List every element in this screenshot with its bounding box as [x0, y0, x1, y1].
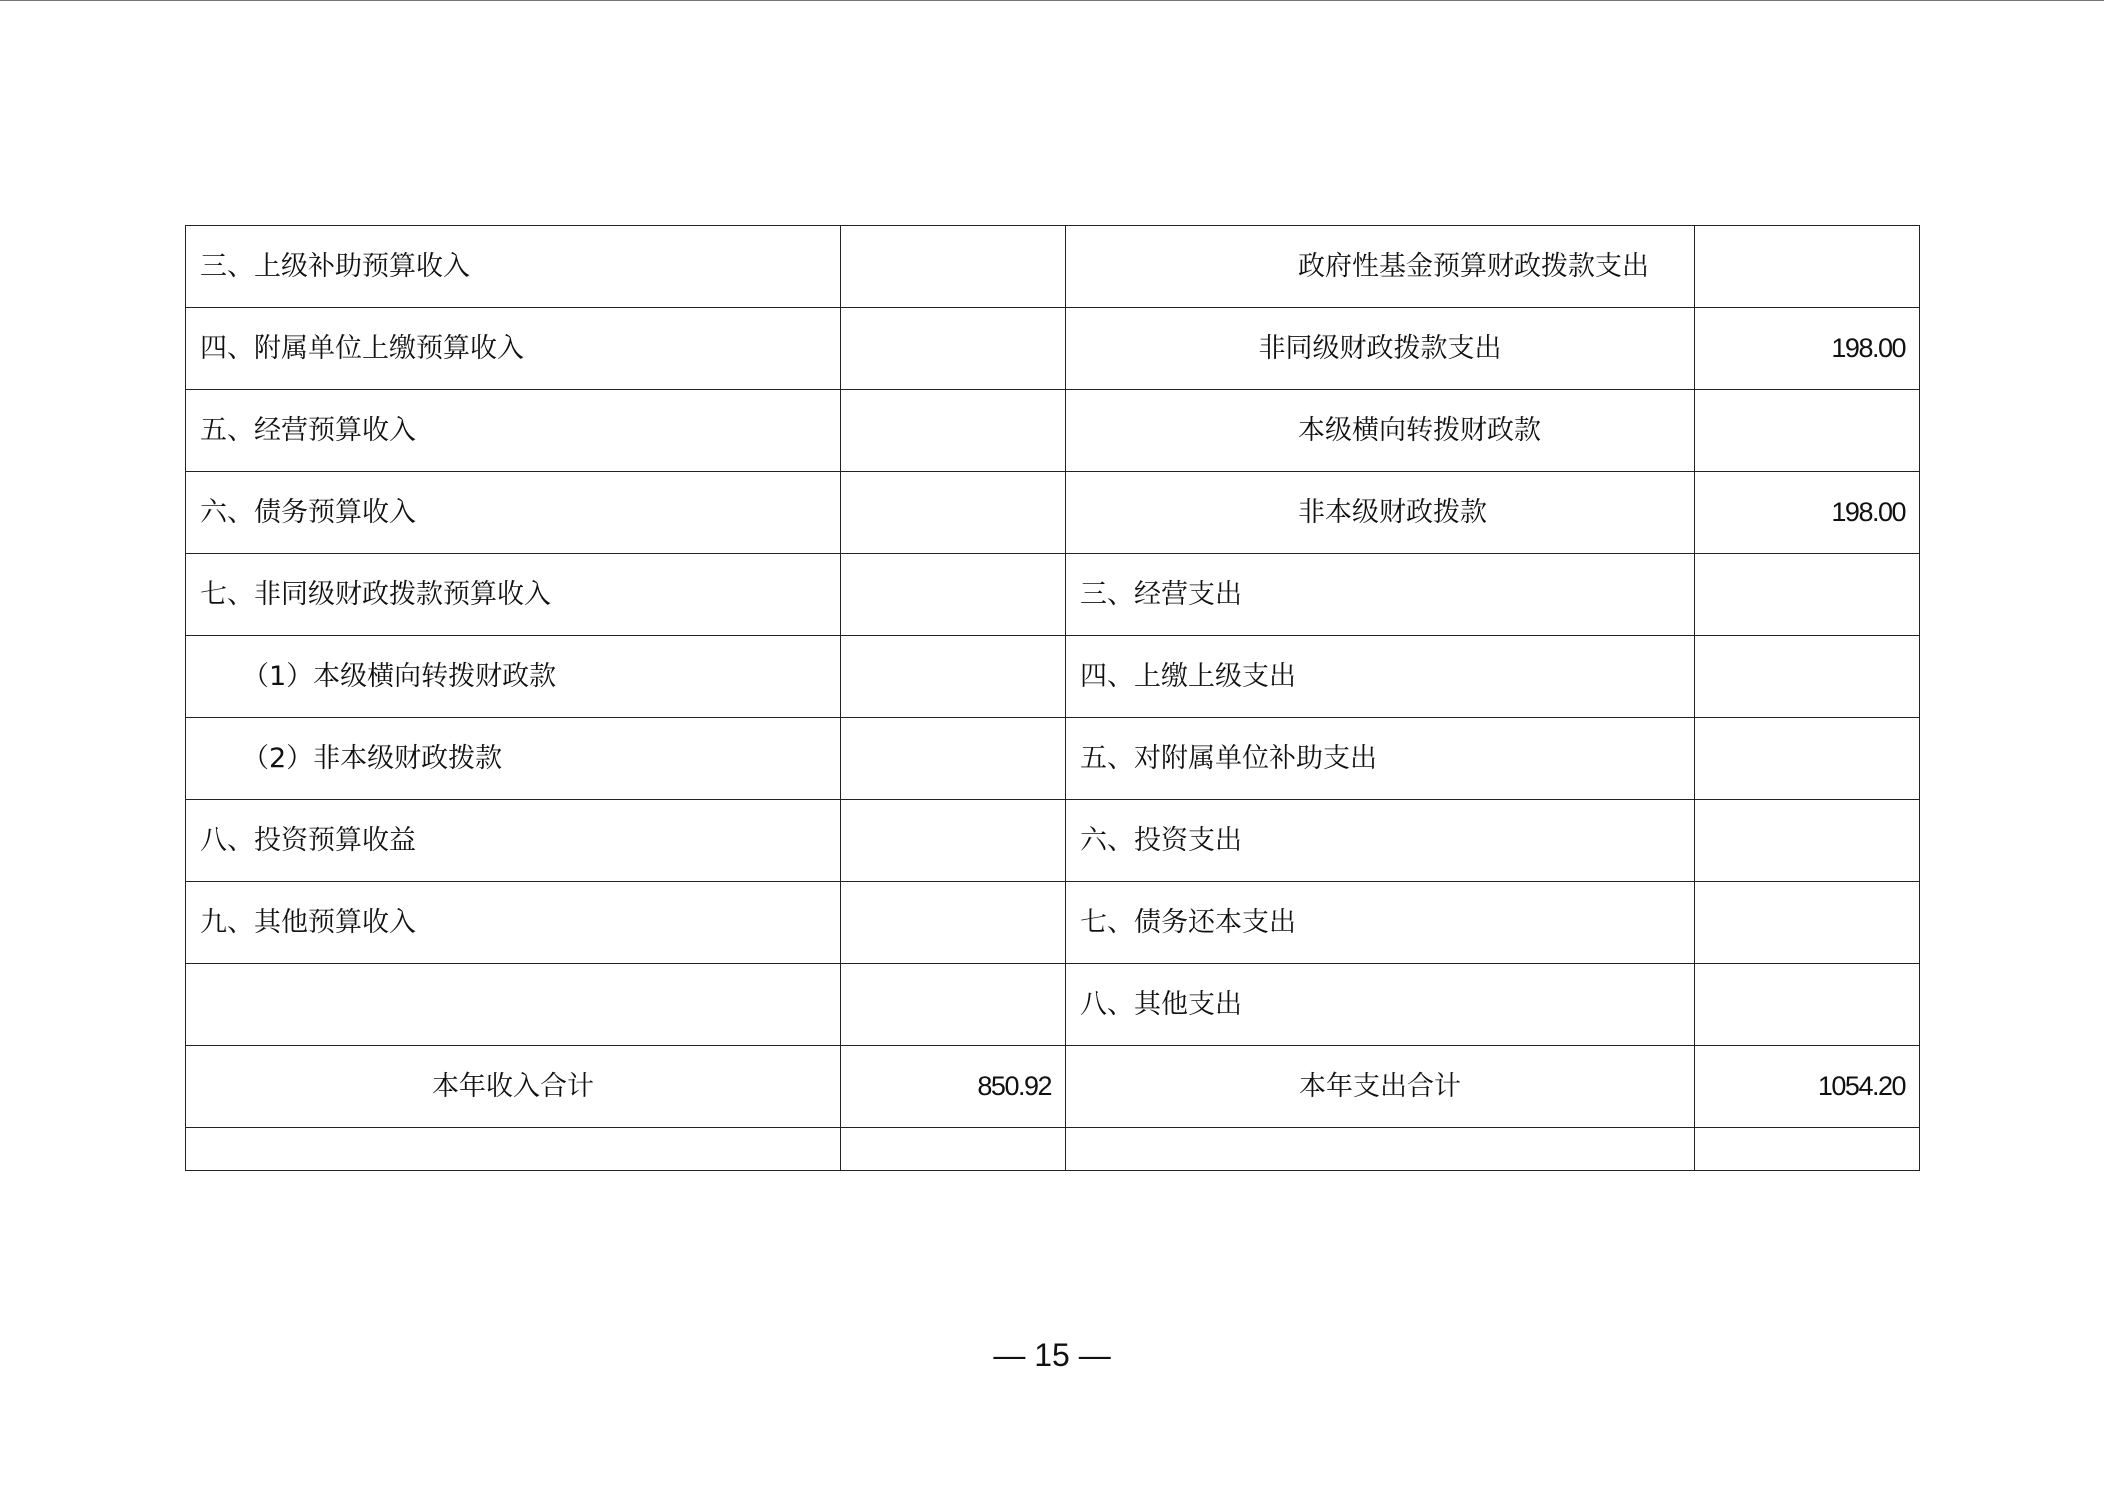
income-label: [186, 964, 841, 1046]
income-label: 九、其他预算收入: [186, 882, 841, 964]
expense-value: 198.00: [1695, 472, 1920, 554]
expense-value: [1695, 554, 1920, 636]
expense-total-value: 1054.20: [1695, 1046, 1920, 1128]
expense-label: 非本级财政拨款: [1066, 472, 1695, 554]
income-value: [841, 800, 1066, 882]
income-label: （1）本级横向转拨财政款: [186, 636, 841, 718]
table-row: [186, 226, 1920, 308]
budget-table: [185, 225, 1920, 1171]
expense-total-label: 本年支出合计: [1066, 1046, 1695, 1128]
expense-label: 本级横向转拨财政款: [1066, 390, 1695, 472]
income-value: [841, 718, 1066, 800]
income-label: 四、附属单位上缴预算收入: [186, 308, 841, 390]
income-total-value: 850.92: [841, 1046, 1066, 1128]
expense-value: [1695, 226, 1920, 308]
income-label: 三、上级补助预算收入: [186, 226, 841, 308]
expense-value: [1695, 882, 1920, 964]
expense-value: [1695, 390, 1920, 472]
table-row: [186, 636, 1920, 718]
table-row: [186, 800, 1920, 882]
table-row: [186, 554, 1920, 636]
income-value: [841, 226, 1066, 308]
expense-label: 非同级财政拨款支出: [1066, 308, 1695, 390]
income-value: [841, 964, 1066, 1046]
income-label: 七、非同级财政拨款预算收入: [186, 554, 841, 636]
income-value: [841, 554, 1066, 636]
expense-value: [1695, 964, 1920, 1046]
income-value: [841, 308, 1066, 390]
empty-cell: [186, 1128, 841, 1171]
expense-label: 六、投资支出: [1066, 800, 1695, 882]
expense-label: 政府性基金预算财政拨款支出: [1066, 226, 1695, 308]
empty-cell: [1695, 1128, 1920, 1171]
income-label: 五、经营预算收入: [186, 390, 841, 472]
table-row: [186, 390, 1920, 472]
totals-row: [186, 1046, 1920, 1128]
empty-cell: [1066, 1128, 1695, 1171]
income-label: （2）非本级财政拨款: [186, 718, 841, 800]
income-value: [841, 636, 1066, 718]
income-value: [841, 390, 1066, 472]
table-row: [186, 882, 1920, 964]
page-top-border: [0, 0, 2104, 1]
table-row: [186, 472, 1920, 554]
income-label: 六、债务预算收入: [186, 472, 841, 554]
expense-value: [1695, 800, 1920, 882]
income-value: [841, 882, 1066, 964]
expense-value: [1695, 718, 1920, 800]
income-label: 八、投资预算收益: [186, 800, 841, 882]
income-total-label: 本年收入合计: [186, 1046, 841, 1128]
expense-label: 三、经营支出: [1066, 554, 1695, 636]
page-number: — 15 —: [993, 1337, 1111, 1373]
empty-cell: [841, 1128, 1066, 1171]
table-row: [186, 964, 1920, 1046]
table-row: [186, 718, 1920, 800]
table-row: [186, 308, 1920, 390]
income-value: [841, 472, 1066, 554]
expense-label: 五、对附属单位补助支出: [1066, 718, 1695, 800]
expense-label: 七、债务还本支出: [1066, 882, 1695, 964]
empty-row: [186, 1128, 1920, 1171]
expense-label: 八、其他支出: [1066, 964, 1695, 1046]
expense-value: [1695, 636, 1920, 718]
expense-value: 198.00: [1695, 308, 1920, 390]
expense-label: 四、上缴上级支出: [1066, 636, 1695, 718]
